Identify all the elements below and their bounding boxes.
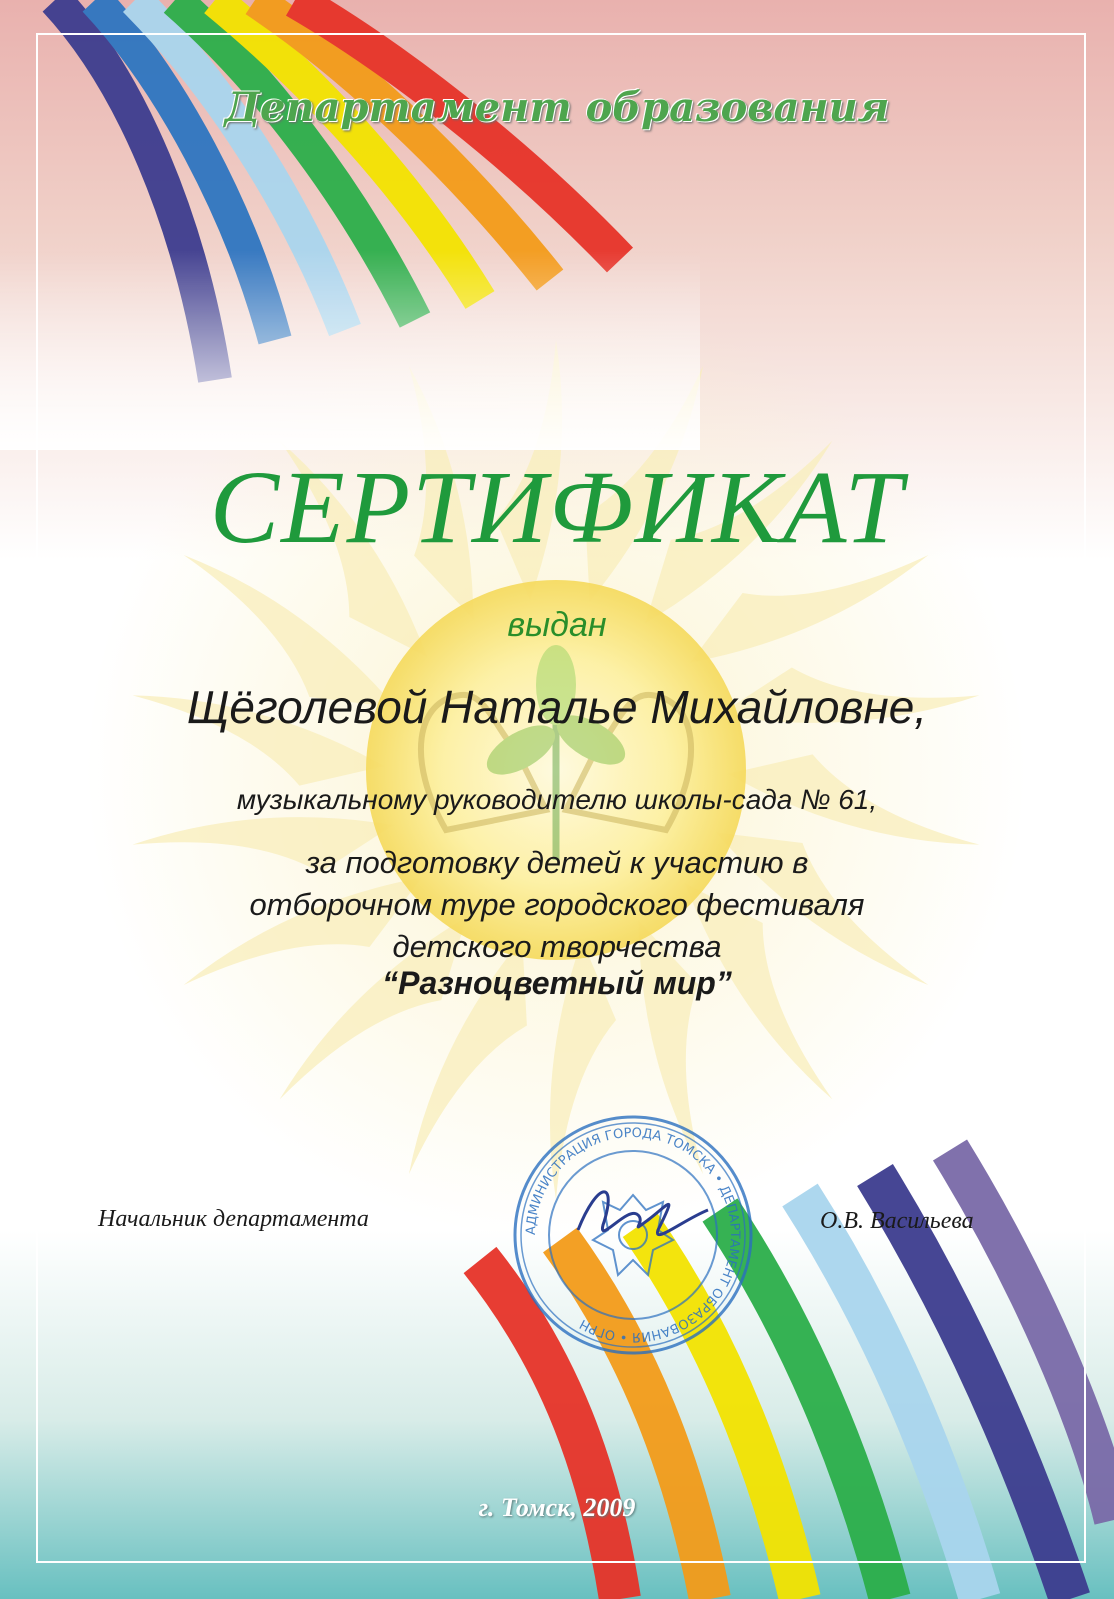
recipient-name: Щёголевой Наталье Михайловне, [186,681,928,733]
official-seal [508,1110,758,1360]
issuer-heading: Департамент образования [224,84,890,131]
award-reason [0,842,1114,968]
signatory-name: О.В. Васильева [820,1208,974,1234]
signatory-role: Начальник департамента [98,1206,369,1232]
award-reason-line: за подготовку детей к участию в [305,845,809,880]
issued-label: выдан [507,606,607,644]
award-reason-line: отборочном туре городского фестиваля [249,887,865,922]
recipient-position: музыкальному руководителю школы-сада № 61, [236,784,878,815]
seal-text: АДМИНИСТРАЦИЯ ГОРОДА ТОМСКА • ДЕПАРТАМЕНТ ОБРАЗОВАНИЯ • ОГРН [523,1125,743,1345]
handwritten-signature [578,1192,708,1235]
certificate-title: СЕРТИФИКАТ [209,450,905,565]
festival-name: “Разноцветный мир” [382,965,732,1001]
place-date: г. Томск, 2009 [478,1493,636,1522]
award-reason-line: детского творчества [392,929,722,964]
